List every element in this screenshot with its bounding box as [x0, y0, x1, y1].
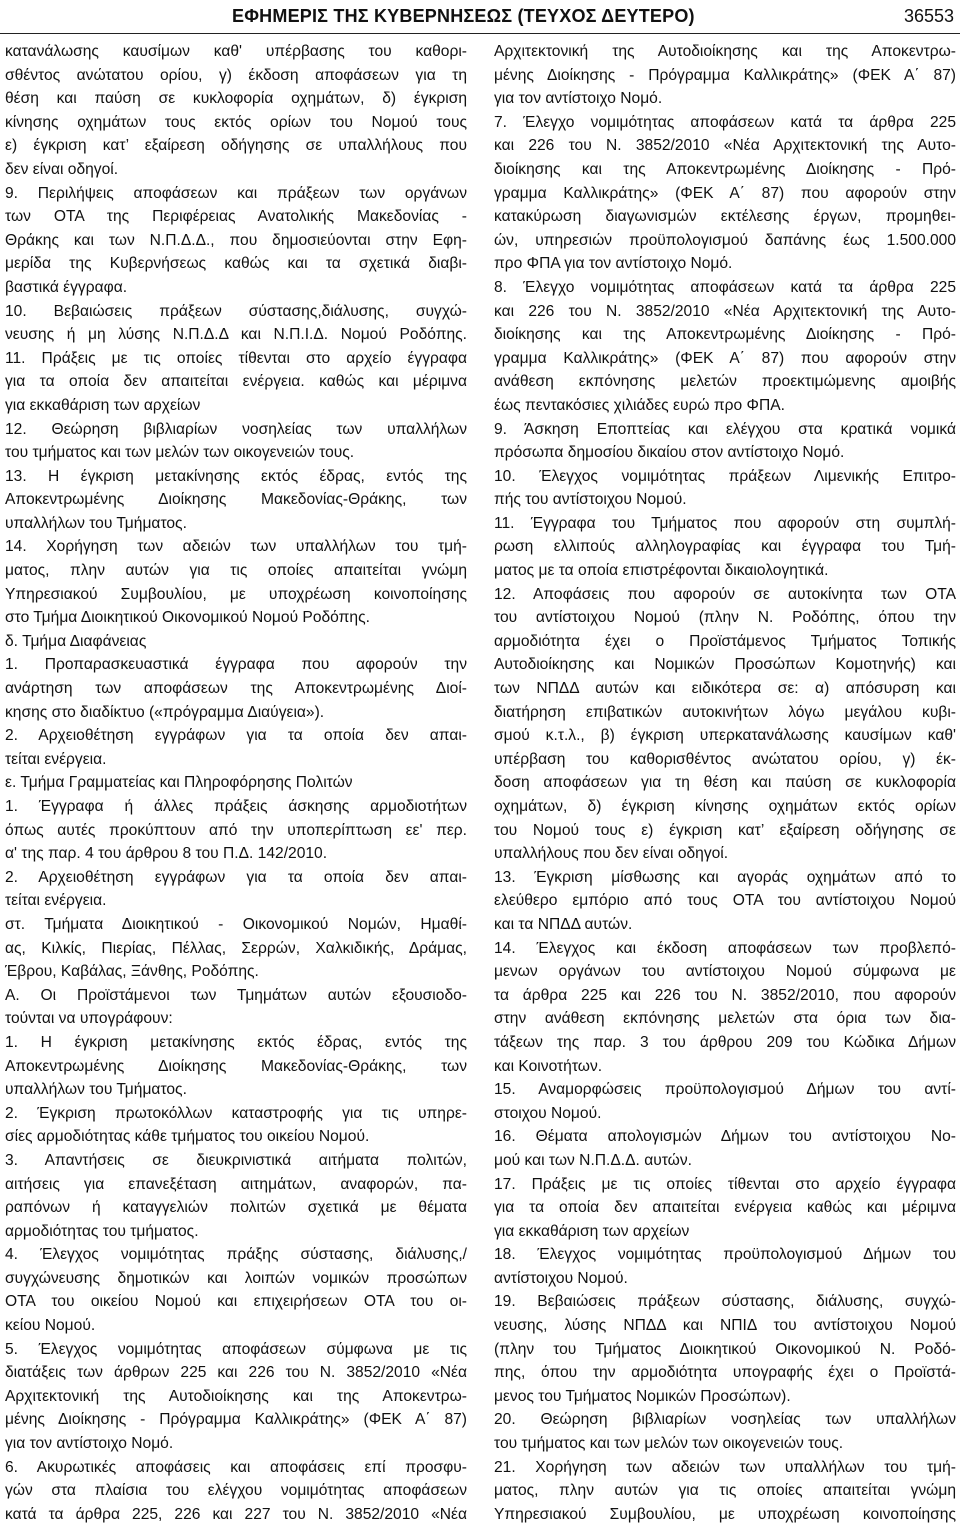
left-column-line: 2. Έγκριση πρωτοκόλλων καταστροφής για τις υπηρε- [5, 1104, 467, 1122]
left-column-line: 10. Βεβαιώσεις πράξεων σύστασης,διάλυσης, συγχώ- [5, 302, 467, 320]
left-column-line: Έβρου, Καβάλας, Ξάνθης, Ροδόπης. [5, 963, 259, 981]
left-column-line: κατά τα άρθρα 225, 226 και 227 του Ν. 3852/2010 «Νέα [5, 1505, 467, 1523]
right-column-line: και τα ΝΠΔΔ αυτών. [494, 915, 633, 933]
page-header [0, 0, 960, 36]
right-column-line: πρόσωπα δημοσίου δικαίου στον αντίστοιχο Νομό. [494, 444, 845, 462]
left-column-line: κίνησης οχημάτων τους εκτός ορίων του Νομού τους [5, 113, 467, 131]
left-column-line: διατάξεις των άρθρων 225 και 226 του Ν. 3852/2010 «Νέα [5, 1364, 467, 1382]
right-column-line: του Νομού τους ε) έγκριση κατ’ εξαίρεση οδήγησης σε [494, 821, 956, 839]
left-column-line: ας, Κιλκίς, Πιερίας, Πέλλας, Σερρών, Χαλκιδικής, Δράμας, [5, 939, 467, 957]
right-column-line: του τμήματος και των μελών των οικογενειών τους. [494, 1435, 844, 1453]
left-column-line: 14. Χορήγηση των αδειών των υπαλλήλων του τμή- [5, 538, 467, 556]
left-column-line: 1. Η έγκριση μετακίνησης εκτός έδρας, εντός της [5, 1033, 467, 1051]
right-column-line: υπαλλήλους που δεν είναι οδηγοί. [494, 845, 729, 863]
right-column-line: των ΝΠΔΔ αυτών και ειδικότερα σε: α) απόσυρση και [494, 680, 956, 698]
left-column-line: όπως αυτές προκύπτουν από την υποπερίπτωση εε' περ. [5, 821, 467, 839]
left-column-line: 3. Απαντήσεις σε διευκρινιστικά αιτήματα πολιτών, [5, 1151, 467, 1169]
left-column-line: των ΟΤΑ της Περιφέρειας Ανατολικής Μακεδονίας - [5, 208, 467, 226]
left-column-line: 4. Έλεγχος νομιμότητας πράξης σύστασης, διάλυσης,/ [5, 1246, 467, 1264]
left-column-line: κατανάλωσης καυσίμων καθ' υπέρβασης του καθορι- [5, 43, 467, 60]
right-column-line: 20. Θεώρηση βιβλιαρίων νοσηλείας των υπαλλήλων [494, 1411, 956, 1429]
right-column-line: 14. Έλεγχος και έκδοση αποφάσεων των προβλεπό- [494, 939, 956, 957]
right-column-line: οχημάτων, δ) έγκριση κίνησης οχημάτων εκτός ορίων [494, 798, 956, 815]
left-column [5, 40, 467, 1526]
right-column-line: Υπηρεσιακού Συμβουλίου, με υποχρέωση κοινοποίησης [494, 1505, 956, 1523]
left-column-line: νευσης ή μη λύσης Ν.Π.Δ.Δ και Ν.Π.Ι.Δ. Νομού Ροδόπης. [5, 326, 467, 344]
right-column-line: ματος, πλην αυτών για τις οποίες απαιτείται γνώμη [494, 1482, 956, 1500]
right-column-line: του αντίστοιχου Νομού (πλην Ν. Ροδόπης, όπου την [494, 609, 956, 627]
right-column-line: στοιχου Νομού. [494, 1104, 602, 1122]
left-column-line: 11. Πράξεις με τις οποίες τίθενται στο αρχείο έγγραφα [5, 349, 467, 367]
right-column-line: μένης Διοίκησης - Πρόγραμμα Καλλικράτης» (ΦΕΚ Α΄ 87) [494, 66, 956, 84]
right-column-line: διοίκησης και της Αποκεντρωμένης Διοίκησης - Πρό- [494, 160, 956, 178]
right-column-line: στην ανάθεση εκπόνησης μελετών στα όρια των δια- [494, 1010, 956, 1028]
right-column-line: 9. Άσκηση Εποπτείας και ελέγχου στα κρατικά νομικά [494, 420, 956, 438]
left-column-line: τείται ενέργεια. [5, 750, 107, 768]
left-column-line: ε) έγκριση κατ’ εξαίρεση οδήγησης σε υπαλλήλους που [5, 137, 467, 155]
left-column-line: για τα οποία δεν απαιτείται ενέργεια. καθώς και μέριμνα [5, 373, 467, 391]
right-column-line: (πλην του Τμήματος Διοικητικού Οικονομικού Ν. Ροδό- [494, 1340, 956, 1358]
left-column-line: Αποκεντρωμένης Διοίκησης Μακεδονίας-Θράκης, των [5, 491, 467, 509]
left-column-line: ματος, πλην αυτών για τις οποίες απαιτείται γνώμη [5, 562, 467, 580]
left-column-line: στ. Τμήματα Διοικητικού - Οικονομικού Νομών, Ημαθί- [5, 915, 467, 933]
right-column-line: 16. Θέματα απολογισμών Δήμων του αντίστοιχου Νο- [494, 1128, 956, 1146]
left-column-line: σίες αρμοδιότητας κάθε τμήματος του οικείου Νομού. [5, 1128, 370, 1146]
right-column-line: 15. Αναμορφώσεις προϋπολογισμού Δήμων του αντί- [494, 1081, 956, 1099]
right-column-line: για τα οποία δεν απαιτείται ενέργεια καθώς και μέριμνα [494, 1199, 956, 1217]
left-column-line: μένης Διοίκησης - Πρόγραμμα Καλλικράτης» (ΦΕΚ Α΄ 87) [5, 1411, 467, 1429]
left-column-line: για εκκαθάριση των αρχείων [5, 396, 201, 414]
left-column-line: κησης στο διαδίκτυο («πρόγραμμα Διαύγεια»). [5, 703, 325, 721]
left-column-line: σθέντος ανώτατου ορίου, γ) έκδοση αποφάσεων για τη [5, 66, 467, 84]
right-column-line: γραμμα Καλλικράτης» (ΦΕΚ Α΄ 87) που αφορούν στην [494, 349, 956, 367]
left-column-line: τείται ενέργεια. [5, 892, 107, 910]
right-column-line: και 226 του Ν. 3852/2010 «Νέα Αρχιτεκτονική της Αυτο- [494, 302, 956, 320]
left-column-line: βαστικά έγγραφα. [5, 278, 128, 296]
page-number: 36553 [903, 6, 954, 26]
gazette-title: ΕΦΗΜΕΡΙΣ ΤΗΣ ΚΥΒΕΡΝΗΣΕΩΣ (ΤΕΥΧΟΣ ΔΕΥΤΕΡΟ) [232, 6, 695, 26]
left-column-line: στο Τμήμα Διοικητικού Οικονομικού Νομού Ροδόπης. [5, 609, 370, 627]
header-rule [0, 33, 960, 34]
right-column-line: αντίστοιχου Νομού. [494, 1269, 628, 1287]
right-column-line: Αυτοδιοίκησης και Νομικών Προσώπων Κομοτηνής) και [494, 656, 956, 674]
left-column-line: 5. Έλεγχος νομιμότητας αποφάσεων σύμφωνα με τις [5, 1340, 467, 1358]
right-column-line: υπέρβαση του καθορισθέντος ανώτατου ορίου, γ) έκ- [494, 750, 956, 768]
left-column-line: αρμοδιότητας του τμήματος. [5, 1222, 199, 1240]
left-column-line: υπαλλήλων του Τμήματος. [5, 514, 187, 532]
right-column-line: ελεύθερο εμπόριο από τους ΟΤΑ του αντίστοιχου Νομού [494, 892, 956, 910]
right-column-line: γραμμα Καλλικράτης» (ΦΕΚ Α΄ 87) που αφορούν στην [494, 184, 956, 202]
left-column-line: θέση και παύση σε κυκλοφορία οχημάτων, δ) έγκριση [5, 90, 467, 108]
left-column-line: δ. Τμήμα Διαφάνειας [5, 632, 147, 650]
left-column-line: 9. Περιλήψεις αποφάσεων και πράξεων των οργάνων [5, 184, 467, 202]
right-column-line: πης, όπου την αρμοδιότητα υπογραφής έχει ο Προϊστά- [494, 1364, 956, 1382]
right-column-line: σμού κ.τ.λ., β) έγκριση υπερκατανάλωσης καυσίμων καθ' [494, 727, 956, 745]
left-column-line: συγχώνευσης δημοτικών και λοιπών νομικών προσώπων [5, 1269, 467, 1287]
left-column-line: α' της παρ. 4 του άρθρου 8 του Π.Δ. 142/2010. [5, 845, 328, 863]
left-column-line: δεν είναι οδηγοί. [5, 160, 119, 178]
left-column-line: αιτήσεις για επανεξέταση αιτημάτων, αναφορών, πα- [5, 1175, 467, 1193]
left-column-line: του τμήματος και των μελών των οικογενειών τους. [5, 444, 355, 462]
right-column-line: 8. Έλεγχο νομιμότητας αποφάσεων κατά τα άρθρα 225 [494, 278, 956, 296]
right-column-line: πής του αντίστοιχου Νομού. [494, 491, 687, 509]
right-column-line: ών, υπηρεσιών προϋπολογισμού δαπάνης έως 1.500.000 [494, 231, 956, 249]
right-column-line: για τον αντίστοιχο Νομό. [494, 90, 663, 108]
right-column-line: 11. Έγγραφα του Τμήματος που αφορούν στη συμπλή- [494, 514, 956, 532]
left-column-line: υπαλλήλων του Τμήματος. [5, 1081, 187, 1099]
left-column-line: Αρχιτεκτονική της Αυτοδιοίκησης και της Αποκεντρω- [5, 1387, 467, 1405]
right-column-line: και 226 του Ν. 3852/2010 «Νέα Αρχιτεκτονική της Αυτο- [494, 137, 956, 155]
right-column-line: 18. Έλεγχος νομιμότητας προϋπολογισμού Δήμων του [494, 1246, 956, 1264]
right-column-line: για εκκαθάριση των αρχείων [494, 1222, 690, 1240]
left-column-line: 1. Έγγραφα ή άλλες πράξεις άσκησης αρμοδιοτήτων [5, 798, 467, 815]
right-column-line: τα άρθρα 225 και 226 του Ν. 3852/2010, που αφορούν [494, 986, 956, 1004]
left-column-line: 2. Αρχειοθέτηση εγγράφων για τα οποία δεν απαι- [5, 727, 467, 745]
left-column-line: ε. Τμήμα Γραμματείας και Πληροφόρησης Πολιτών [5, 774, 353, 792]
left-column-line: 6. Ακυρωτικές αποφάσεις και αποφάσεις επί προσφυ- [5, 1458, 467, 1476]
left-column-line: 13. Η έγκριση μετακίνησης εκτός έδρας, εντός της [5, 467, 467, 485]
right-column-line: ματος με τα οποία επιστρέφονται δικαιολογητικά. [494, 562, 829, 580]
right-column-line: ανάθεση εκπόνησης μελετών προεκτιμώμενης αμοιβής [494, 373, 956, 391]
right-column-line: 10. Έλεγχος νομιμότητας πράξεων Λιμενικής Επιτρο- [494, 467, 956, 485]
left-column-line: Υπηρεσιακού Συμβουλίου, με υποχρέωση κοινοποίησης [5, 585, 467, 603]
right-column-line: τάξεων της παρ. 3 του άρθρου 209 του Κώδικα Δήμων [494, 1033, 956, 1051]
left-column-line: Α. Οι Προϊστάμενοι των Τμημάτων αυτών εξουσιοδο- [5, 986, 467, 1004]
left-column-line: 2. Αρχειοθέτηση εγγράφων για τα οποία δεν απαι- [5, 868, 467, 886]
right-column-line: 12. Αποφάσεις που αφορούν σε αυτοκίνητα των ΟΤΑ [494, 585, 956, 603]
right-column-line: μενων οργάνων του αντίστοιχου Νομού σύμφωνα με [494, 963, 956, 981]
left-column-line: Θράκης και των Ν.Π.Δ.Δ., που δημοσιεύονται στην Εφη- [5, 231, 467, 249]
left-column-line: γών στα πλαίσια του ελέγχου νομιμότητας αποφάσεων [5, 1482, 467, 1500]
right-column [494, 40, 956, 1526]
right-column-line: 17. Πράξεις με τις οποίες τίθενται στο αρχείο έγγραφα [494, 1175, 956, 1193]
left-column-line: 1. Προπαρασκευαστικά έγγραφα που αφορούν την [5, 656, 467, 674]
right-column-line: 13. Έγκριση μίσθωσης και αγοράς οχημάτων από το [494, 868, 956, 886]
right-column-line: διοίκησης και της Αποκεντρωμένης Διοίκησης - Πρό- [494, 326, 956, 344]
right-column-line: μού και των Ν.Π.Δ.Δ. αυτών. [494, 1151, 692, 1169]
left-column-line: 12. Θεώρηση βιβλιαρίων νοσηλείας των υπαλλήλων [5, 420, 467, 438]
right-column-line: 7. Έλεγχο νομιμότητας αποφάσεων κατά τα άρθρα 225 [494, 113, 956, 131]
right-column-line: ρωση ελλιπούς αλληλογραφίας και έγγραφα του Τμή- [494, 538, 956, 556]
right-column-line: κατακύρωση διαγωνισμών εκτέλεσης έργων, προμηθει- [494, 208, 956, 226]
left-column-line: για τον αντίστοιχο Νομό. [5, 1435, 174, 1453]
right-column-line: αρμοδιότητα έχει ο Προϊστάμενος Τμήματος Τοπικής [494, 632, 956, 650]
right-column-line: 21. Χορήγηση των αδειών των υπαλλήλων του τμή- [494, 1458, 956, 1476]
right-column-line: έως πεντακόσιες χιλιάδες ευρώ προ ΦΠΑ. [494, 396, 785, 414]
right-column-line: μενος του Τμήματος Νομικών Προσώπων). [494, 1387, 791, 1405]
right-column-line: Αρχιτεκτονική της Αυτοδιοίκησης και της Αποκεντρω- [494, 43, 956, 60]
right-column-line: προ ΦΠΑ για τον αντίστοιχο Νομό. [494, 255, 733, 273]
right-column-line: δοση αποφάσεων για τη θέση και παύση σε κυκλοφορία [494, 774, 956, 792]
left-column-line: Αποκεντρωμένης Διοίκησης Μακεδονίας-Θράκης, των [5, 1057, 467, 1075]
right-column-line: διατήρηση επιβατικών αυτοκινήτων λόγω μεγάλου κυβι- [494, 703, 956, 721]
right-column-line: νευσης, λύσης ΝΠΔΔ και ΝΠΙΔ του αντίστοιχου Νομού [494, 1317, 956, 1335]
right-column-line: και Κοινοτήτων. [494, 1057, 603, 1075]
right-column-line: 19. Βεβαιώσεις πράξεων σύστασης, διάλυσης, συγχώ- [494, 1293, 956, 1311]
left-column-line: μερίδα της Κυβερνήσεως καθώς και τα σχετικά διαβι- [5, 255, 467, 273]
left-column-line: ανάρτηση των αποφάσεων της Αποκεντρωμένης Διοί- [5, 680, 467, 698]
left-column-line: τούνται να υπογράφουν: [5, 1010, 173, 1028]
left-column-line: ραπόνων ή καταγγελιών πολιτών σχετικά με θέματα [5, 1199, 467, 1217]
left-column-line: κείου Νομού. [5, 1317, 96, 1335]
left-column-line: ΟΤΑ του οικείου Νομού και επιχειρήσεων ΟΤΑ του οι- [5, 1293, 467, 1311]
